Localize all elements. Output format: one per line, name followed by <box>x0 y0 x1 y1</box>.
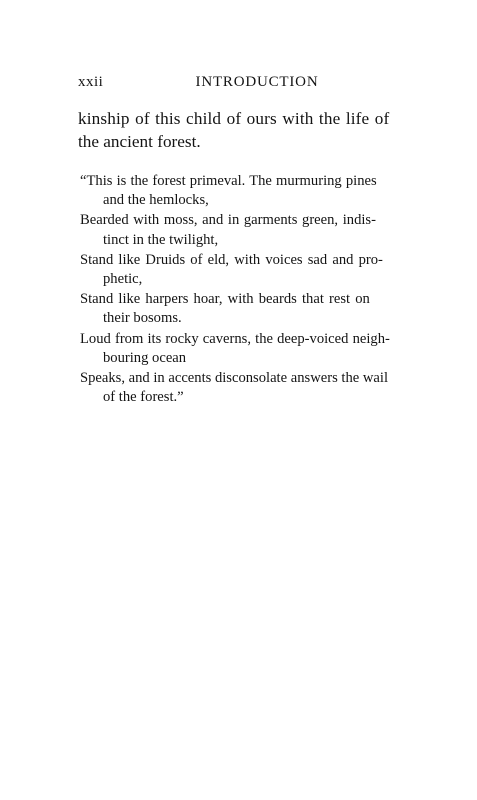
verse-line: Stand like harpers hoar, with beards that rest on <box>80 291 370 308</box>
running-head <box>78 74 422 94</box>
verse <box>80 251 422 289</box>
paragraph-line: the ancient forest. <box>78 132 201 151</box>
verse <box>80 369 422 407</box>
verse-line: Stand like Druids of eld, with voices sad and pro- <box>80 251 383 268</box>
verse-continuation: their bosoms. <box>103 310 182 327</box>
verse <box>80 211 422 249</box>
verse <box>80 330 422 368</box>
page-number: xxii <box>78 74 104 90</box>
verse-continuation: and the hemlocks, <box>103 192 209 209</box>
verse <box>80 290 422 328</box>
verse-continuation: of the forest.” <box>103 389 184 406</box>
verse <box>80 172 422 210</box>
verse-continuation: phetic, <box>103 271 143 288</box>
verse-line: Loud from its rocky caverns, the deep-voiced neigh- <box>80 330 390 347</box>
body-paragraph <box>78 107 423 153</box>
poem-quotation <box>80 172 422 408</box>
verse-line: Bearded with moss, and in garments green, indis- <box>80 212 376 229</box>
paragraph-line: kinship of this child of ours with the life of <box>78 109 390 128</box>
verse-continuation: bouring ocean <box>103 349 187 366</box>
verse-line: “This is the forest primeval. The murmuring pines <box>80 173 377 189</box>
verse-line: Speaks, and in accents disconsolate answers the wail <box>80 370 389 387</box>
chapter-title: INTRODUCTION <box>195 74 319 90</box>
verse-continuation: tinct in the twilight, <box>103 231 219 248</box>
